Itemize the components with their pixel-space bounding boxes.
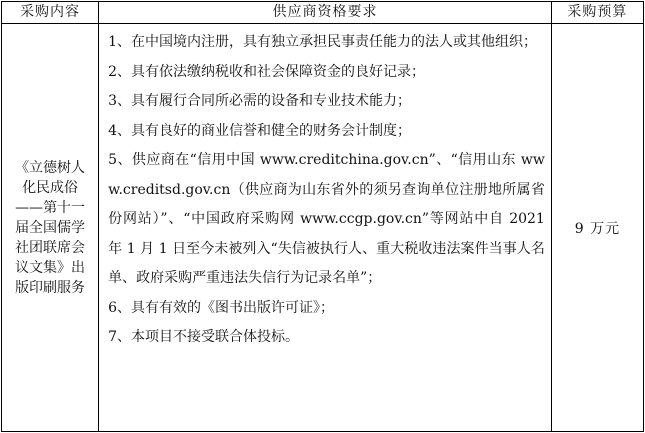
requirement-item-7: 7、本项目不接受联合体投标。 bbox=[108, 329, 300, 345]
requirements-cell bbox=[99, 24, 552, 432]
table-header-row bbox=[2, 2, 644, 24]
requirement-item-6: 6、具有有效的《图书出版许可证》； bbox=[108, 299, 335, 316]
procurement-table bbox=[1, 1, 644, 432]
budget-cell: 9 万元 bbox=[551, 24, 643, 432]
header-content: 采购内容 bbox=[2, 2, 99, 24]
requirement-item-3: 3、具有履行合同所必需的设备和专业技术能力； bbox=[108, 93, 412, 109]
requirement-item-2: 2、具有依法缴纳税收和社会保障资金的良好记录； bbox=[108, 63, 426, 80]
requirement-item-4: 4、具有良好的商业信誉和健全的财务会计制度； bbox=[108, 122, 412, 139]
requirement-item-1: 1、在中国境内注册，具有独立承担民事责任能力的法人或其他组织； bbox=[108, 34, 538, 50]
table-row bbox=[2, 24, 644, 432]
header-requirements: 供应商资格要求 bbox=[99, 2, 552, 24]
header-budget: 采购预算 bbox=[551, 2, 643, 24]
procurement-content-cell: 《立德树人 化民成俗——第十一届全国儒学社团联席会议文集》出版印刷服务 bbox=[2, 24, 99, 432]
requirement-item-5: 5、供应商在“信用中国 www.creditchina.gov.cn”、“信用山东 www.creditsd.gov.cn（供应商为山东省外的须另查询单位注册地所属省份网站）”、“中国政府采购网 www.ccgp.gov.cn”等网站中自 2021 年 1 月 1 日至今未被列入“失信被执行人、重大税收违法案件当事人名单、政府采购严重违法失信行为记录名单”； bbox=[108, 152, 545, 286]
